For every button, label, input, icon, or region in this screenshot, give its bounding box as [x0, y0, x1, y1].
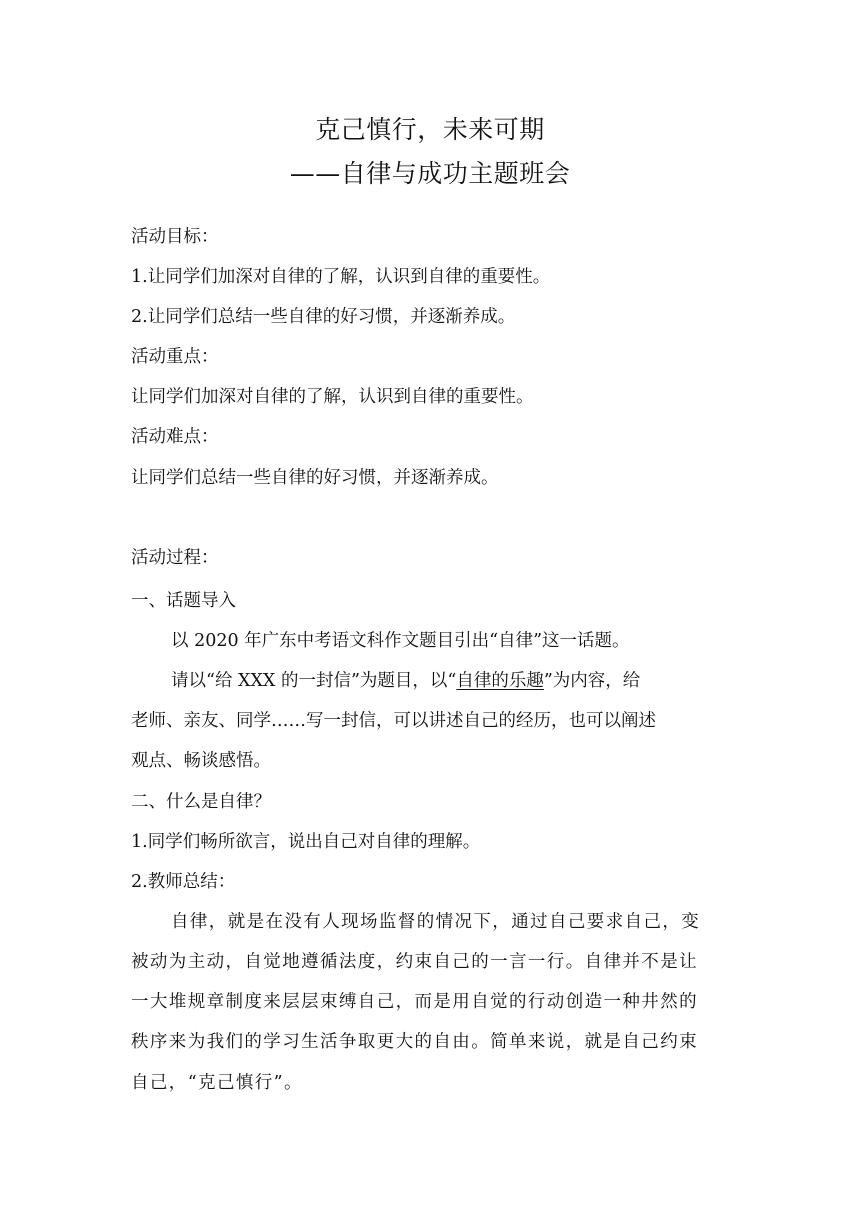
- prompt-text-part2: ”为内容，给: [543, 671, 641, 691]
- difficulty-text: 让同学们总结一些自律的好习惯，并逐渐养成。: [131, 468, 499, 488]
- section-heading-1: 一、话题导入: [131, 591, 236, 611]
- intro-paragraph: 以 2020 年广东中考语文科作文题目引出“自律”这一话题。: [171, 631, 630, 651]
- key-text: 让同学们加深对自律的了解，认识到自律的重要性。: [131, 387, 534, 407]
- document-subtitle: ——自律与成功主题班会: [289, 159, 571, 188]
- prompt-paragraph-line1: [171, 670, 640, 692]
- summary-line-4: 秩序来为我们的学习生活争取更大的自由。简单来说，就是自己约束: [131, 1032, 698, 1052]
- prompt-text-part1: 请以“给 XXX 的一封信”为题目，以“: [171, 671, 457, 691]
- prompt-paragraph-line2: 老师、亲友、同学……写一封信，可以讲述自己的经历，也可以阐述: [131, 711, 656, 731]
- document-title: 克己慎行，未来可期: [315, 115, 545, 144]
- list-item-1: 1.同学们畅所欲言，说出自己对自律的理解。: [131, 832, 481, 852]
- summary-line-1: 自律，就是在没有人现场监督的情况下，通过自己要求自己，变: [171, 912, 701, 932]
- list-item-2: 2.教师总结：: [131, 872, 236, 892]
- summary-line-5: 自己，“克己慎行”。: [131, 1073, 303, 1093]
- summary-line-2: 被动为主动，自觉地遵循法度，约束自己的一言一行。自律并不是让: [131, 952, 698, 972]
- summary-line-3: 一大堆规章制度来层层束缚自己，而是用自觉的行动创造一种井然的: [131, 992, 698, 1012]
- goal-heading: 活动目标：: [131, 227, 219, 247]
- key-heading: 活动重点：: [131, 347, 219, 367]
- difficulty-heading: 活动难点：: [131, 427, 219, 447]
- goal-item-1: 1.让同学们加深对自律的了解，认识到自律的重要性。: [131, 267, 551, 287]
- prompt-paragraph-line3: 观点、畅谈感悟。: [131, 751, 271, 771]
- prompt-underlined-topic: 自律的乐趣: [456, 671, 544, 691]
- section-heading-2: 二、什么是自律？: [131, 792, 271, 812]
- goal-item-2: 2.让同学们总结一些自律的好习惯，并逐渐养成。: [131, 307, 516, 327]
- process-heading: 活动过程：: [131, 548, 219, 568]
